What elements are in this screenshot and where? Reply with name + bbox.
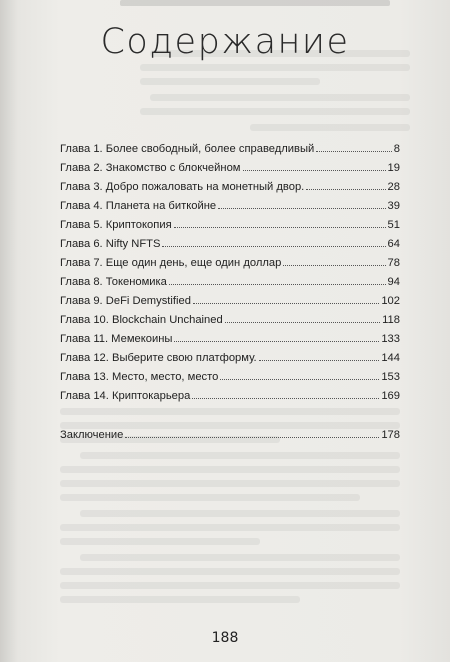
toc-entry-label: Глава 4. Планета на биткойне <box>60 200 217 212</box>
toc-entry-page: 19 <box>387 162 400 174</box>
table-of-contents <box>60 140 400 445</box>
toc-entry-5[interactable] <box>60 216 400 235</box>
toc-entry-page: 102 <box>381 295 400 307</box>
toc-entry-12[interactable] <box>60 349 400 368</box>
toc-entry-label: Глава 11. Мемекоины <box>60 333 173 345</box>
dot-leader <box>283 254 385 266</box>
toc-entry-label: Глава 13. Место, место, место <box>60 371 219 383</box>
toc-entry-label: Заключение <box>60 429 124 441</box>
dot-leader <box>174 330 379 342</box>
toc-entry-label: Глава 5. Криптокопия <box>60 219 172 231</box>
toc-entry-label: Глава 14. Криптокарьера <box>60 390 191 402</box>
toc-entry-14[interactable] <box>60 387 400 406</box>
dot-leader <box>243 159 386 171</box>
toc-entry-conclusion[interactable] <box>60 426 400 445</box>
toc-entry-label: Глава 1. Более свободный, более справедливый <box>60 143 315 155</box>
toc-entry-label: Глава 9. DeFi Demystified <box>60 295 191 307</box>
dot-leader <box>220 368 379 380</box>
dot-leader <box>125 426 379 438</box>
toc-entry-label: Глава 12. Выберите свою платформу. <box>60 352 257 364</box>
toc-entry-8[interactable] <box>60 273 400 292</box>
toc-entry-page: 169 <box>381 390 400 402</box>
toc-entry-page: 94 <box>387 276 400 288</box>
toc-entry-4[interactable] <box>60 197 400 216</box>
toc-entry-7[interactable] <box>60 254 400 273</box>
toc-entry-page: 8 <box>393 143 400 155</box>
toc-entry-page: 78 <box>387 257 400 269</box>
toc-entry-page: 153 <box>381 371 400 383</box>
toc-entry-label: Глава 7. Еще один день, еще один доллар <box>60 257 282 269</box>
toc-entry-page: 28 <box>387 181 400 193</box>
toc-entry-13[interactable] <box>60 368 400 387</box>
toc-entry-page: 144 <box>381 352 400 364</box>
toc-entry-page: 64 <box>387 238 400 250</box>
dot-leader <box>169 273 386 285</box>
page-number: 188 <box>211 630 239 646</box>
toc-entry-page: 39 <box>387 200 400 212</box>
toc-entry-10[interactable] <box>60 311 400 330</box>
toc-entry-label: Глава 10. Blockchain Unchained <box>60 314 223 326</box>
toc-entry-page: 133 <box>381 333 400 345</box>
dot-leader <box>192 387 379 399</box>
dot-leader <box>306 178 385 190</box>
toc-entry-label: Глава 6. Nifty NFTS <box>60 238 161 250</box>
toc-entry-1[interactable] <box>60 140 400 159</box>
running-head-bleed <box>120 0 390 6</box>
toc-entry-11[interactable] <box>60 330 400 349</box>
toc-entry-label: Глава 8. Токеномика <box>60 276 167 288</box>
dot-leader <box>174 216 386 228</box>
dot-leader <box>259 349 380 361</box>
toc-entry-page: 118 <box>382 314 400 326</box>
toc-entry-2[interactable] <box>60 159 400 178</box>
toc-entry-3[interactable] <box>60 178 400 197</box>
dot-leader <box>162 235 385 247</box>
page-title: Содержание <box>100 22 350 62</box>
toc-entry-page: 178 <box>381 429 400 441</box>
toc-entry-6[interactable] <box>60 235 400 254</box>
dot-leader <box>218 197 385 209</box>
dot-leader <box>316 140 391 152</box>
toc-entry-9[interactable] <box>60 292 400 311</box>
toc-entry-label: Глава 3. Добро пожаловать на монетный двор. <box>60 181 305 193</box>
toc-entry-label: Глава 2. Знакомство с блокчейном <box>60 162 241 174</box>
dot-leader <box>225 311 380 323</box>
toc-entry-page: 51 <box>387 219 400 231</box>
dot-leader <box>193 292 379 304</box>
